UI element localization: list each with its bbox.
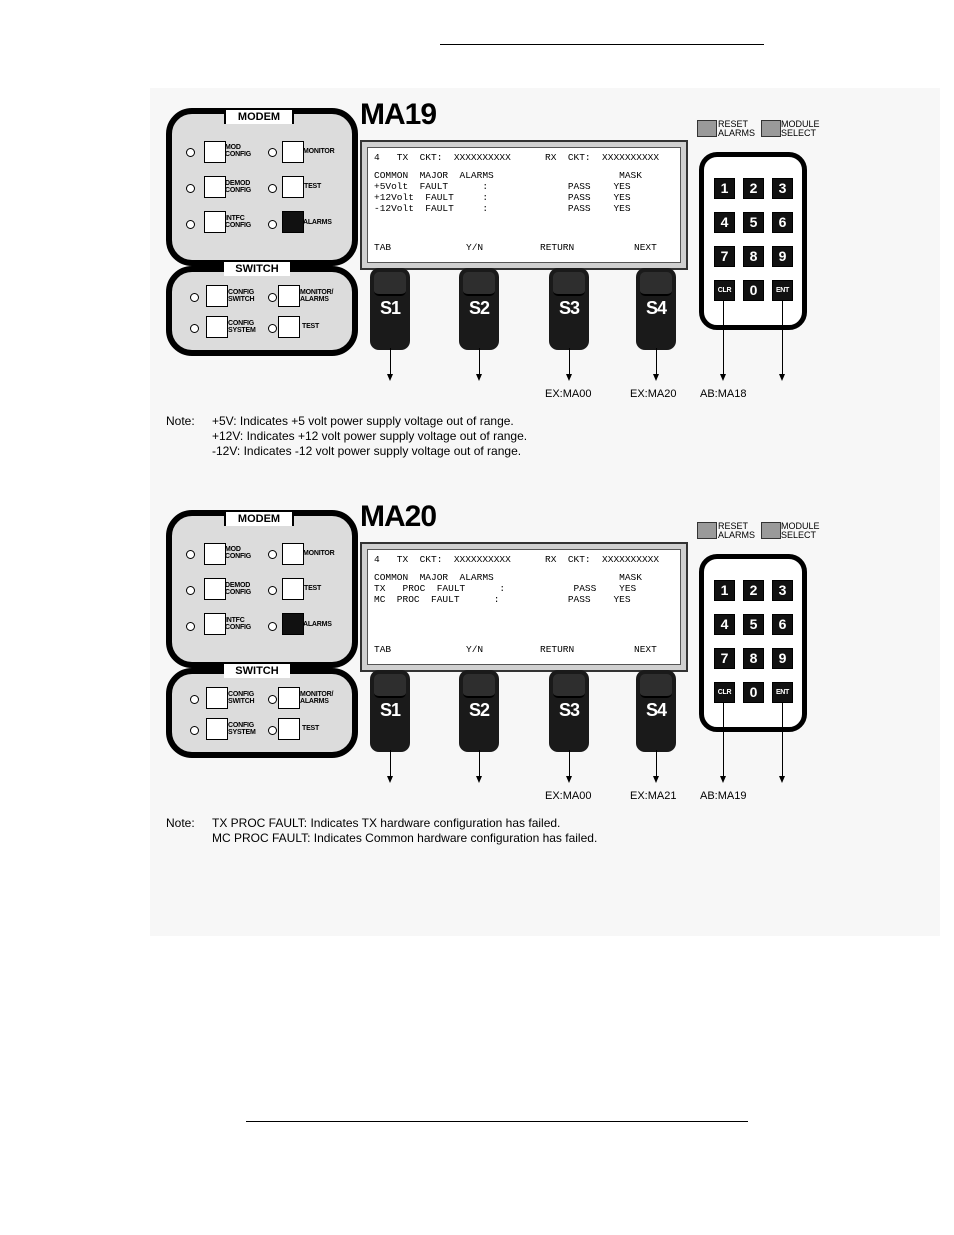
led-indicator	[190, 695, 199, 704]
arrow-line	[569, 750, 570, 776]
screen-figure	[0, 0, 954, 458]
config-switch-button[interactable]	[206, 285, 228, 307]
led-indicator	[268, 184, 277, 193]
lcd-display	[360, 140, 688, 270]
screen-title: MA19	[360, 98, 437, 131]
soft-key-s1[interactable]: S1	[370, 670, 410, 752]
lcd-line: -12Volt FAULT : PASS YES	[374, 203, 631, 214]
switch-test-button[interactable]	[278, 316, 300, 338]
softkey-label-yn: Y/N	[466, 242, 484, 253]
lcd-line: TX PROC FAULT : PASS YES	[374, 583, 637, 594]
soft-key-s1[interactable]: S1	[370, 268, 410, 350]
key-ent[interactable]: ENT	[772, 682, 793, 703]
button-label: CONFIG SYSTEM	[228, 722, 256, 736]
arrow-head	[566, 374, 572, 381]
bottom-rule	[246, 1121, 748, 1122]
arrow-line	[656, 348, 657, 374]
key-4[interactable]: 4	[714, 212, 735, 233]
key-6[interactable]: 6	[772, 614, 793, 635]
key-3[interactable]: 3	[772, 580, 793, 601]
button-label: DEMOD CONFIG	[225, 582, 252, 596]
lcd-line: COMMON MAJOR ALARMS MASK	[374, 572, 642, 583]
key-9[interactable]: 9	[772, 246, 793, 267]
button-label: ALARMS	[303, 621, 332, 628]
button-label: CONFIG SWITCH	[228, 289, 255, 303]
key-2[interactable]: 2	[743, 580, 764, 601]
key-2[interactable]: 2	[743, 178, 764, 199]
key-3[interactable]: 3	[772, 178, 793, 199]
note-line: -12V: Indicates -12 volt power supply voltage out of range.	[212, 444, 522, 458]
reset-alarms-key[interactable]	[697, 522, 717, 539]
screen-figure	[0, 402, 954, 845]
reset-alarms-label: RESET ALARMS	[718, 119, 756, 138]
arrow-head	[653, 776, 659, 783]
softkey-label-next: NEXT	[634, 644, 657, 655]
button-label: TEST	[304, 183, 322, 190]
key-0[interactable]: 0	[743, 280, 764, 301]
button-label: MONITOR/ ALARMS	[300, 289, 334, 303]
arrow-line	[656, 750, 657, 776]
config-switch-button[interactable]	[206, 687, 228, 709]
test-button[interactable]	[282, 578, 304, 600]
soft-key-s3[interactable]: S3	[549, 670, 589, 752]
button-label: MONITOR	[303, 550, 335, 557]
key-7[interactable]: 7	[714, 246, 735, 267]
monitor-button[interactable]	[282, 141, 304, 163]
s4-caption: EX:MA21	[630, 790, 677, 802]
arrow-line	[390, 348, 391, 374]
s3-caption: EX:MA00	[545, 388, 592, 400]
led-indicator	[268, 148, 277, 157]
soft-key-s4[interactable]: S4	[636, 670, 676, 752]
led-indicator	[190, 726, 199, 735]
led-indicator	[186, 184, 195, 193]
led-indicator	[268, 586, 277, 595]
soft-key-s2[interactable]: S2	[459, 268, 499, 350]
s4-caption: EX:MA20	[630, 388, 677, 400]
button-label: TEST	[302, 725, 320, 732]
monitor-alarms-button[interactable]	[278, 687, 300, 709]
led-indicator	[186, 622, 195, 631]
s3-caption: EX:MA00	[545, 790, 592, 802]
lcd-screen	[367, 147, 681, 263]
module-select-key[interactable]	[761, 522, 781, 539]
switch-panel-title: SWITCH	[224, 664, 290, 678]
button-label: TEST	[302, 323, 320, 330]
screen-title: MA20	[360, 500, 437, 533]
demod-config-button[interactable]	[204, 176, 226, 198]
arrow-head	[779, 374, 785, 381]
config-system-button[interactable]	[206, 316, 228, 338]
softkey-label-return: RETURN	[540, 644, 575, 655]
key-clr[interactable]: CLR	[714, 280, 735, 301]
note-line: MC PROC FAULT: Indicates Common hardware configuration has failed.	[212, 831, 598, 845]
arrow-head	[653, 374, 659, 381]
led-indicator	[268, 220, 277, 229]
softkey-label-yn: Y/N	[466, 644, 484, 655]
reset-alarms-key[interactable]	[697, 120, 717, 137]
led-indicator	[186, 550, 195, 559]
intfc-config-button[interactable]	[204, 613, 226, 635]
arrow-head	[387, 776, 393, 783]
arrow-line	[479, 348, 480, 374]
led-indicator	[268, 293, 277, 302]
note-line: +12V: Indicates +12 volt power supply voltage out of range.	[212, 429, 528, 443]
switch-panel	[166, 266, 358, 356]
lcd-line: +5Volt FAULT : PASS YES	[374, 181, 631, 192]
key-9[interactable]: 9	[772, 648, 793, 669]
alarms-button[interactable]	[282, 613, 304, 635]
led-indicator	[268, 695, 277, 704]
arrow-head	[476, 776, 482, 783]
button-label: TEST	[304, 585, 322, 592]
note-label: Note:	[166, 414, 195, 428]
soft-key-s2[interactable]: S2	[459, 670, 499, 752]
softkey-label-tab: TAB	[374, 644, 392, 655]
softkey-label-return: RETURN	[540, 242, 575, 253]
arrow-line	[723, 300, 724, 374]
arrow-line	[782, 300, 783, 374]
led-indicator	[186, 586, 195, 595]
arrow-head	[387, 374, 393, 381]
arrow-line	[569, 348, 570, 374]
lcd-line: 4 TX CKT: XXXXXXXXXX RX CKT: XXXXXXXXXX	[374, 554, 660, 565]
mod-config-button[interactable]	[204, 141, 226, 163]
button-label: MOD CONFIG	[225, 144, 252, 158]
button-label: ALARMS	[303, 219, 332, 226]
key-4[interactable]: 4	[714, 614, 735, 635]
switch-panel-title: SWITCH	[224, 262, 290, 276]
demod-config-button[interactable]	[204, 578, 226, 600]
module-select-label: MODULE SELECT	[781, 521, 820, 540]
soft-key-s3[interactable]: S3	[549, 268, 589, 350]
led-indicator	[268, 324, 277, 333]
arrow-head	[720, 374, 726, 381]
arrow-line	[390, 750, 391, 776]
key-8[interactable]: 8	[743, 648, 764, 669]
note-label: Note:	[166, 816, 195, 830]
modem-panel-title: MODEM	[224, 512, 294, 526]
key-5[interactable]: 5	[743, 614, 764, 635]
arrow-line	[479, 750, 480, 776]
arrow-head	[566, 776, 572, 783]
softkey-label-next: NEXT	[634, 242, 657, 253]
mod-config-button[interactable]	[204, 543, 226, 565]
arrow-line	[782, 702, 783, 776]
note-line: TX PROC FAULT: Indicates TX hardware configuration has failed.	[212, 816, 561, 830]
arrow-line	[723, 702, 724, 776]
alarms-button[interactable]	[282, 211, 304, 233]
key-ent[interactable]: ENT	[772, 280, 793, 301]
clr-caption: AB:MA19	[700, 790, 747, 802]
monitor-button[interactable]	[282, 543, 304, 565]
lcd-line: 4 TX CKT: XXXXXXXXXX RX CKT: XXXXXXXXXX	[374, 152, 660, 163]
lcd-line: COMMON MAJOR ALARMS MASK	[374, 170, 642, 181]
lcd-line: +12Volt FAULT : PASS YES	[374, 192, 631, 203]
button-label: MONITOR	[303, 148, 335, 155]
button-label: CONFIG SYSTEM	[228, 320, 256, 334]
clr-caption: AB:MA18	[700, 388, 747, 400]
arrow-head	[779, 776, 785, 783]
button-label: MONITOR/ ALARMS	[300, 691, 334, 705]
soft-key-s4[interactable]: S4	[636, 268, 676, 350]
lcd-screen	[367, 549, 681, 665]
softkey-label-tab: TAB	[374, 242, 392, 253]
modem-panel-title: MODEM	[224, 110, 294, 124]
button-label: MOD CONFIG	[225, 546, 252, 560]
led-indicator	[186, 148, 195, 157]
intfc-config-button[interactable]	[204, 211, 226, 233]
button-label: INTFC CONFIG	[225, 617, 252, 631]
led-indicator	[190, 324, 199, 333]
led-indicator	[190, 293, 199, 302]
lcd-line: MC PROC FAULT : PASS YES	[374, 594, 631, 605]
led-indicator	[268, 622, 277, 631]
key-clr[interactable]: CLR	[714, 682, 735, 703]
module-select-key[interactable]	[761, 120, 781, 137]
arrow-head	[476, 374, 482, 381]
monitor-alarms-button[interactable]	[278, 285, 300, 307]
config-system-button[interactable]	[206, 718, 228, 740]
arrow-head	[720, 776, 726, 783]
key-8[interactable]: 8	[743, 246, 764, 267]
lcd-display	[360, 542, 688, 672]
button-label: INTFC CONFIG	[225, 215, 252, 229]
key-5[interactable]: 5	[743, 212, 764, 233]
reset-alarms-label: RESET ALARMS	[718, 521, 756, 540]
led-indicator	[268, 550, 277, 559]
switch-panel	[166, 668, 358, 758]
led-indicator	[268, 726, 277, 735]
key-7[interactable]: 7	[714, 648, 735, 669]
key-0[interactable]: 0	[743, 682, 764, 703]
switch-test-button[interactable]	[278, 718, 300, 740]
key-1[interactable]: 1	[714, 580, 735, 601]
led-indicator	[186, 220, 195, 229]
key-6[interactable]: 6	[772, 212, 793, 233]
key-1[interactable]: 1	[714, 178, 735, 199]
button-label: CONFIG SWITCH	[228, 691, 255, 705]
note-line: +5V: Indicates +5 volt power supply voltage out of range.	[212, 414, 514, 428]
button-label: DEMOD CONFIG	[225, 180, 252, 194]
module-select-label: MODULE SELECT	[781, 119, 820, 138]
test-button[interactable]	[282, 176, 304, 198]
